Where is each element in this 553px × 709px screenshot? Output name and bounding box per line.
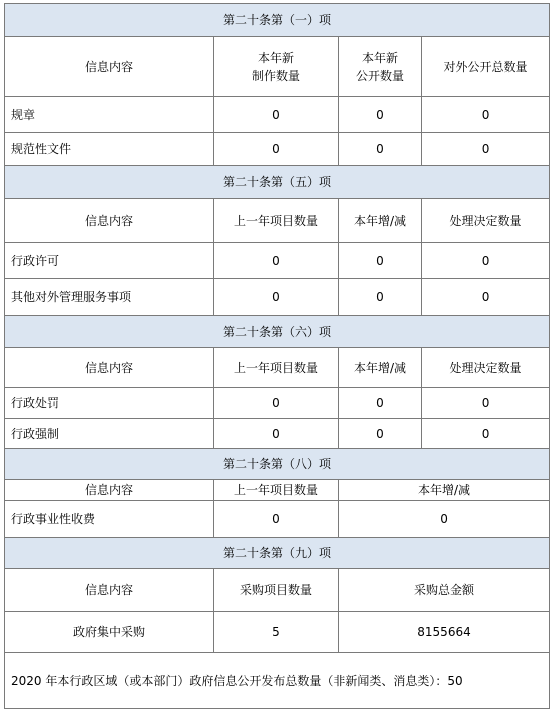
section-title-row	[5, 4, 550, 37]
table-row	[5, 388, 550, 419]
cell-value: 0	[422, 279, 550, 316]
header-row	[5, 480, 550, 501]
column-header: 信息内容	[5, 480, 214, 501]
footer-row	[5, 653, 550, 709]
total-count-note: 2020 年本行政区域（或本部门）政府信息公开发布总数量（非新闻类、消息类）：50	[5, 653, 550, 709]
cell-value: 0	[339, 243, 422, 279]
table-row	[5, 419, 550, 449]
column-header: 采购总金额	[339, 569, 550, 612]
cell-value: 0	[339, 133, 422, 166]
cell-value: 0	[339, 501, 550, 538]
cell-value: 0	[214, 133, 339, 166]
cell-value: 0	[422, 133, 550, 166]
cell-value: 0	[339, 279, 422, 316]
cell-value: 0	[339, 419, 422, 449]
row-label: 行政事业性收费	[5, 501, 214, 538]
cell-value: 0	[214, 279, 339, 316]
cell-value: 8155664	[339, 612, 550, 653]
cell-value: 0	[214, 388, 339, 419]
cell-value: 0	[422, 97, 550, 133]
row-label: 行政强制	[5, 419, 214, 449]
column-header: 信息内容	[5, 199, 214, 243]
row-label: 规章	[5, 97, 214, 133]
table-row	[5, 279, 550, 316]
cell-value: 5	[214, 612, 339, 653]
cell-value: 0	[214, 97, 339, 133]
cell-value: 0	[214, 419, 339, 449]
disclosure-table	[4, 3, 550, 709]
section-title-row	[5, 166, 550, 199]
column-header: 对外公开总数量	[422, 37, 550, 97]
section-title: 第二十条第（一）项	[5, 4, 550, 37]
column-header: 本年增/减	[339, 480, 550, 501]
column-header: 本年增/减	[339, 199, 422, 243]
column-header: 采购项目数量	[214, 569, 339, 612]
header-row	[5, 569, 550, 612]
cell-value: 0	[214, 501, 339, 538]
column-header: 处理决定数量	[422, 348, 550, 388]
table-row	[5, 97, 550, 133]
section-title: 第二十条第（八）项	[5, 449, 550, 480]
column-header: 上一年项目数量	[214, 480, 339, 501]
column-header: 上一年项目数量	[214, 199, 339, 243]
section-title-row	[5, 449, 550, 480]
header-row	[5, 37, 550, 97]
column-header: 本年新 公开数量	[339, 37, 422, 97]
table-row	[5, 133, 550, 166]
row-label: 规范性文件	[5, 133, 214, 166]
cell-value: 0	[339, 97, 422, 133]
cell-value: 0	[422, 419, 550, 449]
column-header: 上一年项目数量	[214, 348, 339, 388]
column-header: 本年新 制作数量	[214, 37, 339, 97]
row-label: 政府集中采购	[5, 612, 214, 653]
column-header: 本年增/减	[339, 348, 422, 388]
cell-value: 0	[339, 388, 422, 419]
column-header: 处理决定数量	[422, 199, 550, 243]
cell-value: 0	[214, 243, 339, 279]
section-title-row	[5, 538, 550, 569]
header-row	[5, 348, 550, 388]
table-row	[5, 612, 550, 653]
row-label: 其他对外管理服务事项	[5, 279, 214, 316]
header-row	[5, 199, 550, 243]
column-header: 信息内容	[5, 348, 214, 388]
table-row	[5, 501, 550, 538]
row-label: 行政处罚	[5, 388, 214, 419]
cell-value: 0	[422, 243, 550, 279]
cell-value: 0	[422, 388, 550, 419]
section-title: 第二十条第（五）项	[5, 166, 550, 199]
column-header: 信息内容	[5, 37, 214, 97]
column-header: 信息内容	[5, 569, 214, 612]
table-row	[5, 243, 550, 279]
section-title: 第二十条第（九）项	[5, 538, 550, 569]
section-title-row	[5, 316, 550, 348]
section-title: 第二十条第（六）项	[5, 316, 550, 348]
row-label: 行政许可	[5, 243, 214, 279]
